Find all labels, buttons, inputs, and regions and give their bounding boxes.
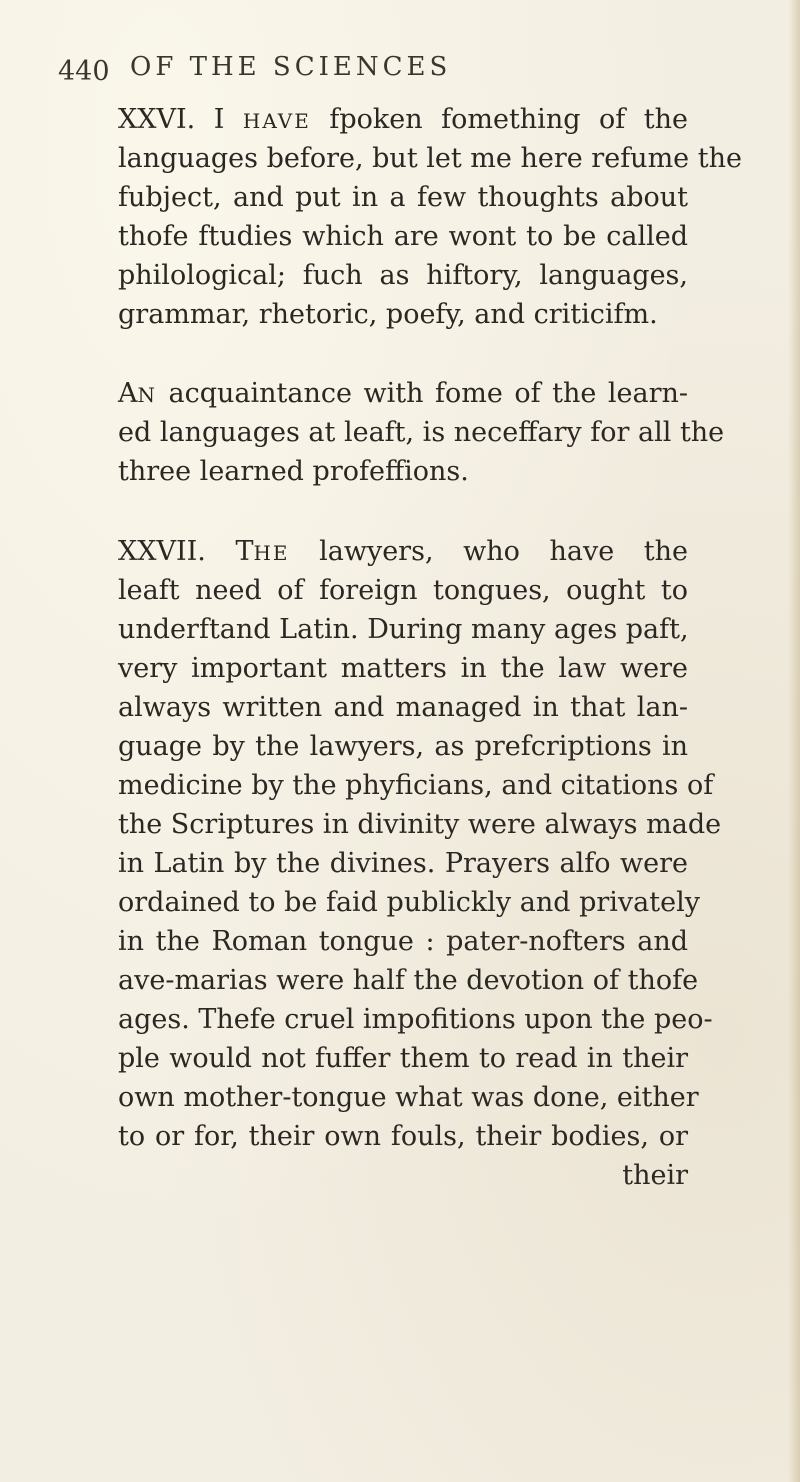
catchword: their: [622, 1160, 688, 1191]
text-line: always written and managed in that lan-: [118, 692, 688, 723]
text-line: XXVII. THE lawyers, who have the: [118, 536, 688, 567]
text-line: grammar, rhetoric, poefy, and criticifm.: [118, 299, 658, 330]
paragraph-acquaintance: [118, 374, 725, 491]
running-title: OF THE SCIENCES: [130, 52, 452, 82]
paragraph-xxvi: [118, 100, 742, 334]
text-line: medicine by the phyficians, and citations of: [118, 770, 714, 801]
text-line: ave-marias were half the devotion of thofe: [118, 965, 699, 996]
text-line: in the Roman tongue : pater-nofters and: [118, 926, 688, 957]
text-line: three learned profeffions.: [118, 456, 469, 487]
text-line: to or for, their own fouls, their bodies, or: [118, 1121, 688, 1152]
text-line: ordained to be faid publickly and privately: [118, 887, 700, 918]
text-line: the Scriptures in divinity were always made: [118, 809, 722, 840]
text-line: ages. Thefe cruel impofitions upon the peo-: [118, 1004, 713, 1035]
text-line: leaft need of foreign tongues, ought to: [118, 575, 688, 606]
text-line: ed languages at leaft, is neceffary for all the: [118, 417, 725, 448]
running-head: [58, 52, 698, 92]
paragraph-gap: [118, 491, 688, 532]
text-line: guage by the lawyers, as prefcriptions in: [118, 731, 688, 762]
paragraph-xxvii: [118, 532, 722, 1195]
page-number: 440: [58, 56, 110, 87]
text-line: fubject, and put in a few thoughts about: [118, 182, 688, 213]
text-line: own mother-tongue what was done, either: [118, 1082, 699, 1113]
text-line: underftand Latin. During many ages paft,: [118, 614, 689, 645]
paragraph-gap: [118, 334, 688, 374]
text-line: philological; fuch as hiftory, languages,: [118, 260, 688, 291]
text-line: languages before, but let me here refume the: [118, 143, 742, 174]
text-line: in Latin by the divines. Prayers alfo were: [118, 848, 688, 879]
text-line: AN acquaintance with fome of the learn-: [118, 378, 688, 409]
body-text: [118, 100, 742, 1195]
text-line: XXVI. I HAVE fpoken fomething of the: [118, 104, 688, 135]
text-line: ple would not fuffer them to read in their: [118, 1043, 688, 1074]
text-line: very important matters in the law were: [118, 653, 688, 684]
text-line: thofe ftudies which are wont to be called: [118, 221, 688, 252]
page-edge-shadow: [788, 0, 800, 1482]
